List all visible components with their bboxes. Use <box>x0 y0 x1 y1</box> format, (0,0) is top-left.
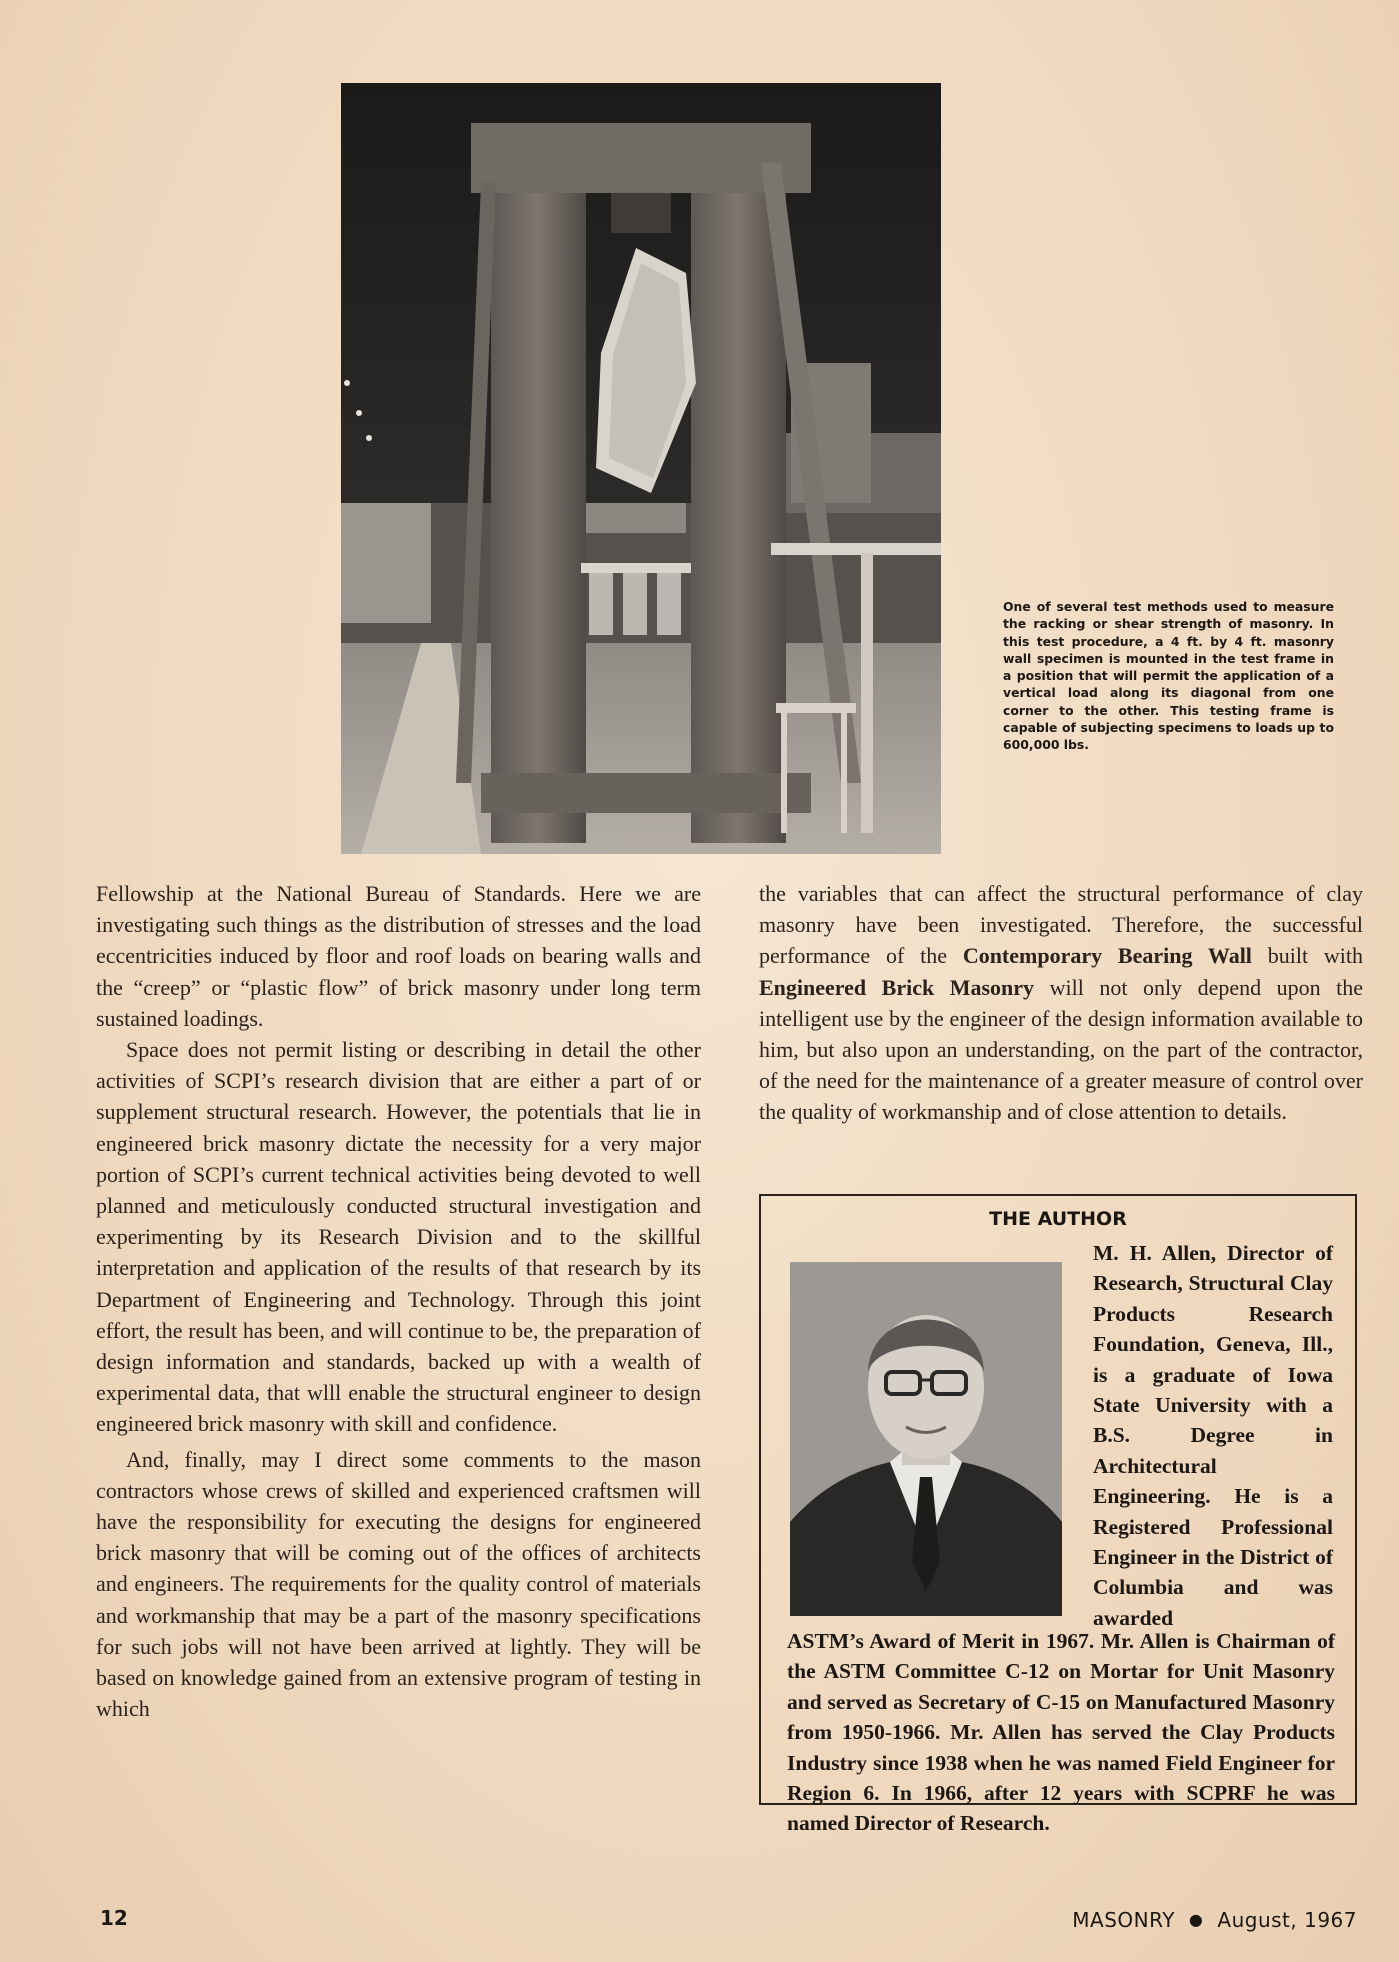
paragraph <box>759 878 1363 1128</box>
page-number: 12 <box>100 1906 128 1930</box>
publication-name: MASONRY <box>1072 1908 1175 1932</box>
author-box <box>759 1194 1357 1836</box>
testing-frame-illustration <box>341 83 941 854</box>
text-run: will not only depend upon the intelligent use by the engineer of the design information available to him, but also upon an understanding, on the part of the contractor, of the need for the maintenance of a greater measure of control over the quality of workmanship and of close attention to details. <box>759 974 1363 1125</box>
bold-term: Contemporary Bearing Wall <box>962 943 1252 969</box>
paragraph: And, finally, may I direct some comments to the mason contractors whose crews of skilled and experienced craftsmen will have the responsibility for executing the designs for engineered brick masonry that will be coming out of the offices of architects and engineers. The requirements for the quality control of materials and workmanship that may be a part of the masonry specifications for such jobs will not have been arrived at lightly. They will be based on knowledge gained from an extensive program of testing in which <box>96 1446 701 1722</box>
portrait-illustration <box>790 1262 1062 1616</box>
photo-caption: One of several test methods used to measure the racking or shear strength of masonry. In this test procedure, a 4 ft. by 4 ft. masonry wall specimen is mounted in the test frame in a position that will permit the application of a vertical load along its diagonal from one corner to the other. This testing frame is capable of subjecting specimens to loads up to 600,000 lbs. <box>1003 599 1334 753</box>
author-heading: THE AUTHOR <box>989 1208 1127 1230</box>
publication-line <box>1072 1908 1357 1932</box>
publication-date: August, 1967 <box>1217 1908 1357 1932</box>
text-run: the variables that can affect the structural performance of clay masonry have been investigated. Therefore, the successful performance of the <box>759 881 1363 969</box>
testing-frame-photo <box>341 83 941 854</box>
author-portrait <box>790 1262 1062 1616</box>
text-run: built with <box>1251 943 1364 969</box>
right-column <box>759 878 1363 1128</box>
author-bio-bottom: ASTM’s Award of Merit in 1967. Mr. Allen is Chairman of the ASTM Committee C-12 on Mortar for Unit Masonry and served as Secretary of C-15 on Manufactured Masonry from 1950-1966. Mr. Allen has served the Clay Products Industry since 1938 when he was named Field Engineer for Region 6. In 1966, after 12 years with SCPRF he was named Director of Research. <box>787 1629 1335 1836</box>
bullet-icon: ● <box>1188 1910 1204 1929</box>
paragraph: Space does not permit listing or describing in detail the other activities of SCPI’s research division that are either a part of or supplement structural research. However, the potentials that lie in engineered brick masonry dictate the necessity for a very major portion of SCPI’s current technical activities being devoted to well planned and meticulously conducted structural investigation and experimenting by its Research Division and to the skillful interpretation and application of the results of that research by its Department of Engineering and Technology. Through this joint effort, the result has been, and will continue to be, the preparation of design information and standards, backed up with a wealth of experimental data, that wlll enable the structural engineer to design engineered brick masonry with skill and confidence. <box>96 1037 701 1437</box>
left-column <box>96 878 701 1724</box>
bold-term: Engineered Brick Masonry <box>759 974 1035 1000</box>
author-bio-side: M. H. Allen, Director of Research, Structural Clay Products Research Foundation, Geneva, Ill., is a graduate of Iowa State University with a B.S. Degree in Architectural Engineering. He is a Registered Professional Engineer in the District of Columbia and was awarded <box>1093 1241 1333 1630</box>
paragraph: Fellowship at the National Bureau of Standards. Here we are investigating such things as the distribution of stresses and the load eccentricities induced by floor and roof loads on bearing walls and the “creep” or “plastic flow” of brick masonry under long term sustained loadings. <box>96 881 701 1031</box>
